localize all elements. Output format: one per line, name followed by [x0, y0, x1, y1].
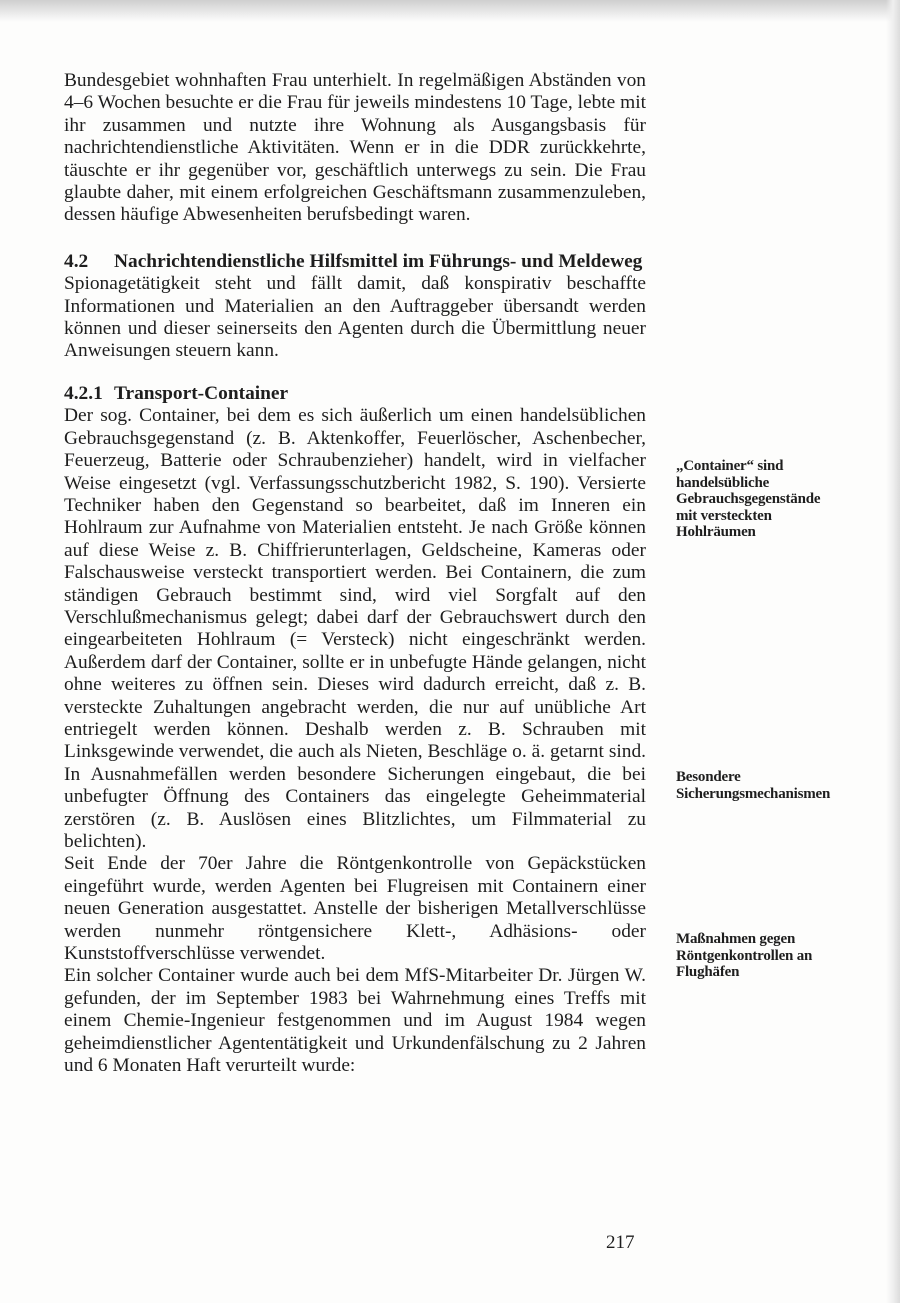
section-4-2-number: 4.2: [64, 250, 89, 272]
section-4-2-1-title: Transport-Container: [114, 382, 289, 404]
scan-edge-right: [886, 0, 900, 1303]
section-4-2-heading: [64, 251, 646, 273]
section-4-2-1-number: 4.2.1: [64, 382, 103, 404]
scan-edge-top: [0, 0, 900, 22]
main-text-column: [64, 70, 646, 1077]
case-paragraph: Ein solcher Container wurde auch bei dem MfS-Mitarbeiter Dr. Jürgen W. gefunden, der im September 1983 bei Wahrnehmung eines Treffs mit einem Chemie-Ingenieur festgenommen und im August 1984 wegen geheimdienstlicher Agententätigkeit und Urkundenfälschung zu 2 Jahren und 6 Monaten Haft verurteilt wurde:: [64, 965, 646, 1077]
section-4-2-body: Spionagetätigkeit steht und fällt damit, daß konspirativ beschaffte Informationen und Materialien an den Auftraggeber übersandt werden können und dieser seinerseits den Agenten durch die Übermittlung neuer Anweisungen steuern kann.: [64, 273, 646, 362]
page-number: 217: [606, 1232, 635, 1253]
margin-note-container: „Container“ sind handelsübliche Gebrauchsgegenstände mit versteckten Hohlräumen: [676, 458, 821, 541]
section-4-2-1-heading: [64, 383, 646, 405]
section-4-2-title: Nachrichtendienstliche Hilfsmittel im Führungs- und Meldeweg: [114, 250, 643, 272]
intro-paragraph: Bundesgebiet wohnhaften Frau unterhielt. In regelmäßigen Abständen von 4–6 Wochen besuchte er die Frau für jeweils mindestens 10 Tage, lebte mit ihr zusammen und nutzte ihre Wohnung als Ausgangsbasis für nachrichtendienstliche Aktivitäten. Wenn er in die DDR zurückkehrte, täuschte er ihr gegenüber vor, geschäftlich unterwegs zu sein. Die Frau glaubte daher, mit einem erfolgreichen Geschäftsmann zusammenzuleben, dessen häufige Abwesenheiten berufsbedingt waren.: [64, 70, 646, 226]
container-paragraph: Der sog. Container, bei dem es sich äußerlich um einen handelsüblichen Gebrauchsgegenstand (z. B. Aktenkoffer, Feuerlöscher, Aschenbecher, Feuerzeug, Batterie oder Schraubenzieher) handelt, wird in vielfacher Weise eingesetzt (vgl. Verfassungsschutzbericht 1982, S. 190). Versierte Techniker haben den Gegenstand so bearbeitet, daß im Inneren ein Hohlraum zur Aufnahme von Materialien entsteht. Je nach Größe können auf diese Weise z. B. Chiffrierunterlagen, Geldscheine, Kameras oder Falschausweise versteckt transportiert werden. Bei Containern, die zum ständigen Gebrauch bestimmt sind, wird viel Sorgfalt auf den Verschlußmechanismus gelegt; dabei darf der Gebrauchswert durch den eingearbeiteten Hohlraum (= Versteck) nicht eingeschränkt werden. Außerdem darf der Container, sollte er in unbefugte Hände gelangen, nicht ohne weiteres zu öffnen sein. Dieses wird dadurch erreicht, daß z. B. versteckte Zuhaltungen angebracht werden, die nur auf unübliche Art entriegelt werden können. Deshalb werden z. B. Schrauben mit Linksgewinde verwendet, die auch als Nieten, Beschläge o. ä. getarnt sind. In Ausnahmefällen werden besondere Sicherungen eingebaut, die bei unbefugter Öffnung des Containers das eingelegte Geheimmaterial zerstören (z. B. Auslösen eines Blitzlichtes, um Filmmaterial zu belichten).: [64, 405, 646, 852]
xray-paragraph: Seit Ende der 70er Jahre die Röntgenkontrolle von Gepäckstücken eingeführt wurde, werden Agenten bei Flugreisen mit Containern einer neuen Generation ausgestattet. Anstelle der bisherigen Metallverschlüsse werden nunmehr röntgensichere Klett-, Adhäsions- oder Kunststoffverschlüsse verwendet.: [64, 853, 646, 965]
margin-note-xray: Maßnahmen gegen Röntgenkontrollen an Flughäfen: [676, 931, 813, 981]
margin-note-security: Besondere Sicherungsmechanismen: [676, 769, 831, 802]
